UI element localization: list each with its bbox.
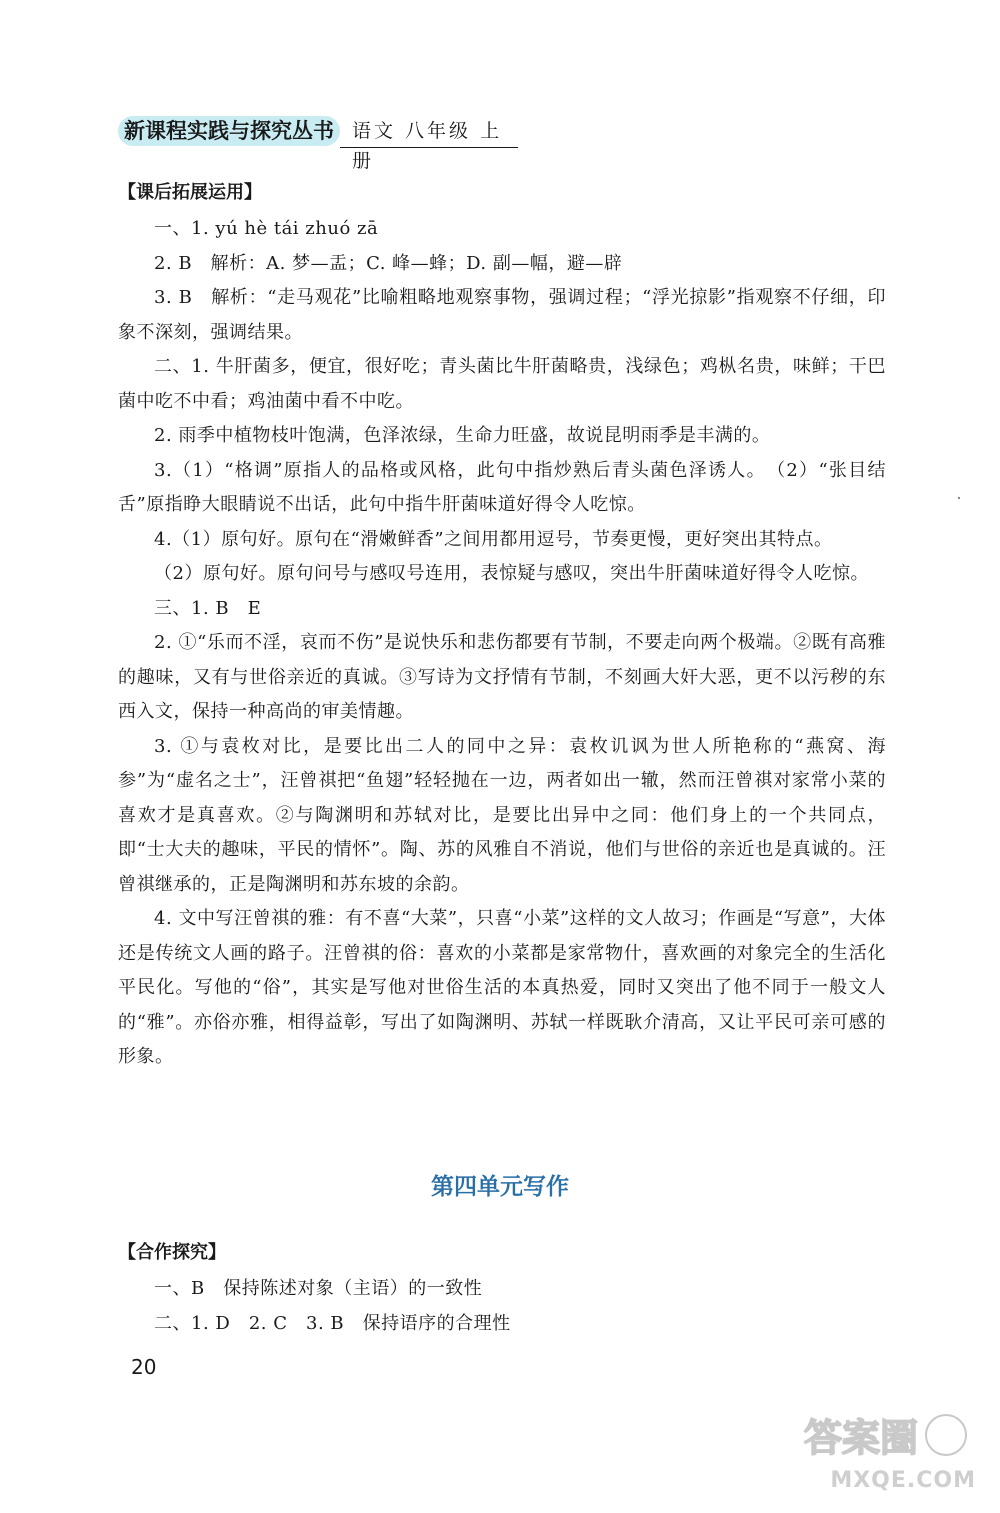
- answer-paragraph: 一、1. yú hè tái zhuó zā: [154, 218, 379, 239]
- answer-paragraph: 4. 文中写汪曾祺的雅：有不喜“大菜”，只喜“小菜”这样的文人故习；作画是“写意”，大体还是传统文人画的路子。汪曾祺的俗：喜欢的小菜都是家常物什，喜欢画的对象完全的生活化平民化。写他的“俗”，其实是写他对世俗生活的本真热爱，同时又突出了他不同于一般文人的“雅”。亦俗亦雅，相得益彰，写出了如陶渊明、苏轼一样既耿介清高，又让平民可亲可感的形象。: [118, 908, 886, 1067]
- svg-text:答案圈: 答案圈: [804, 1416, 919, 1459]
- section-cooperative: [118, 1234, 886, 1341]
- answer-paragraph: 2. 雨季中植物枝叶饱满，色泽浓绿，生命力旺盛，故说昆明雨季是丰满的。: [154, 425, 771, 446]
- answer-paragraph: 二、1. D 2. C 3. B 保持语序的合理性: [154, 1312, 511, 1334]
- answer-paragraph: 4.（1）原句好。原句在“滑嫩鲜香”之间用都用逗号，节奏更慢，更好突出其特点。: [154, 528, 833, 550]
- scan-speck: [958, 497, 960, 499]
- section-after-class: [118, 174, 886, 1075]
- answer-paragraph: 2. B 解析：A. 梦—盂；C. 峰—蜂；D. 副—幅，避—辟: [154, 252, 623, 274]
- series-title: 新课程实践与探究丛书: [118, 116, 340, 146]
- watermark: [786, 1413, 976, 1493]
- answer-paragraph: 3.（1）“格调”原指人的品格或风格，此句中指炒熟后青头菌色泽诱人。 （2）“张目结舌”原指睁大眼睛说不出话，此句中指牛肝菌味道好得令人吃惊。: [118, 459, 886, 515]
- section-title: 【课后拓展运用】: [118, 182, 262, 203]
- unit-title: 第四单元写作: [431, 1174, 569, 1200]
- answer-paragraph: （2）原句好。原句问号与感叹号连用，表惊疑与感叹，突出牛肝菌味道好得令人吃惊。: [154, 563, 869, 584]
- running-header: [118, 116, 518, 172]
- watermark-logo-icon: [796, 1413, 976, 1459]
- section-title: 【合作探究】: [118, 1242, 226, 1263]
- page-number: 20: [131, 1355, 157, 1379]
- answer-paragraph: 3. ①与袁枚对比，是要比出二人的同中之异：袁枚讥讽为世人所艳称的“燕窝、海参”为“虚名之士”，汪曾祺把“鱼翅”轻轻抛在一边，两者如出一辙，然而汪曾祺对家常小菜的喜欢才是真喜欢。②与陶渊明和苏轼对比，是要比出异中之同：他们身上的一个共同点，即“士大夫的趣味，平民的情怀”。陶、苏的风雅自不消说，他们与世俗的亲近也是真诚的。汪曾祺继承的，正是陶渊明和苏东坡的余韵。: [118, 735, 886, 895]
- answer-paragraph: 一、B 保持陈述对象（主语）的一致性: [154, 1278, 483, 1299]
- answer-paragraph: 三、1. B E: [154, 597, 262, 619]
- answer-paragraph: 2. ①“乐而不淫，哀而不伤”是说快乐和悲伤都要有节制，不要走向两个极端。②既有高雅的趣味，又有与世俗亲近的真诚。③写诗为文抒情有节制，不刻画大奸大恶，更不以污秽的东西入文，保持一种高尚的审美情趣。: [118, 632, 886, 722]
- subject-label: 语文 八年级 上册: [352, 120, 503, 172]
- answer-paragraph: 3. B 解析：“走马观花”比喻粗略地观察事物，强调过程；“浮光掠影”指观察不仔细，印象不深刻，强调结果。: [118, 287, 886, 343]
- header-underline: [340, 147, 518, 148]
- answer-paragraph: 二、1. 牛肝菌多，便宜，很好吃；青头菌比牛肝菌略贵，浅绿色；鸡枞名贵，味鲜；干巴菌中吃不中看；鸡油菌中看不中吃。: [118, 356, 886, 412]
- watermark-site: MXQE.COM: [830, 1468, 976, 1493]
